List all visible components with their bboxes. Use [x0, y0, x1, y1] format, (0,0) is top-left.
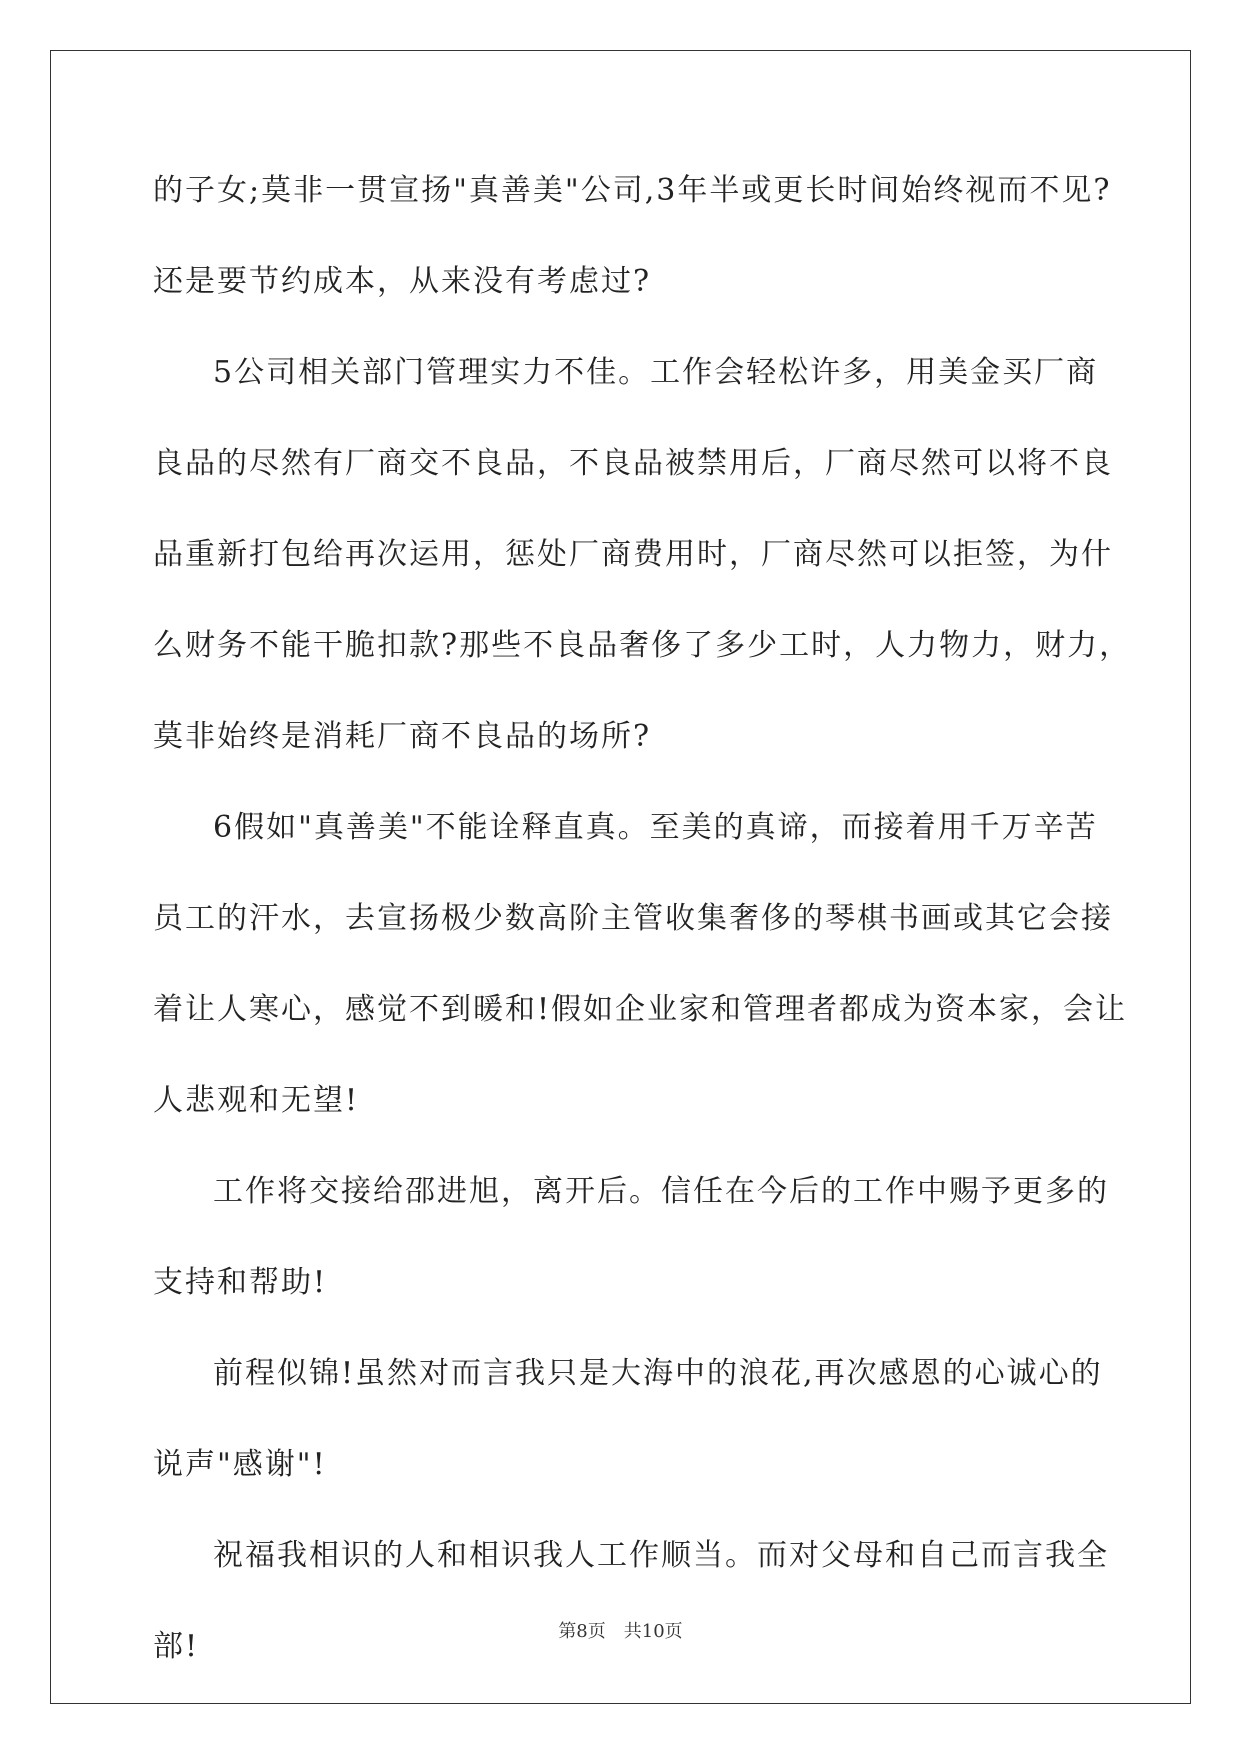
- text-line: 6假如"真善美"不能诠释直真。至美的真谛，而接着用千万辛苦: [213, 810, 1098, 845]
- text-line: 5公司相关部门管理实力不佳。工作会轻松许多，用美金买厂商: [213, 355, 1099, 390]
- text-line: 莫非始终是消耗厂商不良品的场所?: [153, 719, 652, 754]
- text-line: 的子女;莫非一贯宣扬"真善美"公司,3年半或更长时间始终视而不见?: [153, 173, 1112, 208]
- text-line: 部!: [153, 1629, 200, 1664]
- text-line: 着让人寒心，感觉不到暖和!假如企业家和管理者都成为资本家，会让: [153, 992, 1128, 1027]
- text-line: 前程似锦!虽然对而言我只是大海中的浪花,再次感恩的心诚心的: [213, 1356, 1103, 1391]
- text-line: 品重新打包给再次运用，惩处厂商费用时，厂商尽然可以拒签，为什: [153, 537, 1113, 572]
- text-line: 么财务不能干脆扣款?那些不良品奢侈了多少工时，人力物力，财力，: [153, 628, 1132, 663]
- text-line: 说声"感谢"!: [153, 1447, 327, 1482]
- text-line: 工作将交接给邵进旭，离开后。信任在今后的工作中赐予更多的: [213, 1174, 1109, 1209]
- text-line: 祝福我相识的人和相识我人工作顺当。而对父母和自己而言我全: [213, 1538, 1109, 1573]
- text-line: 良品的尽然有厂商交不良品，不良品被禁用后，厂商尽然可以将不良: [153, 446, 1113, 481]
- page-footer: 第8页 共10页: [558, 1621, 683, 1642]
- text-line: 人悲观和无望!: [153, 1083, 360, 1118]
- text-line: 支持和帮助!: [153, 1265, 328, 1300]
- text-line: 还是要节约成本，从来没有考虑过?: [153, 264, 652, 299]
- text-line: 员工的汗水，去宣扬极少数高阶主管收集奢侈的琴棋书画或其它会接: [153, 901, 1113, 936]
- document-body: [153, 163, 1132, 1710]
